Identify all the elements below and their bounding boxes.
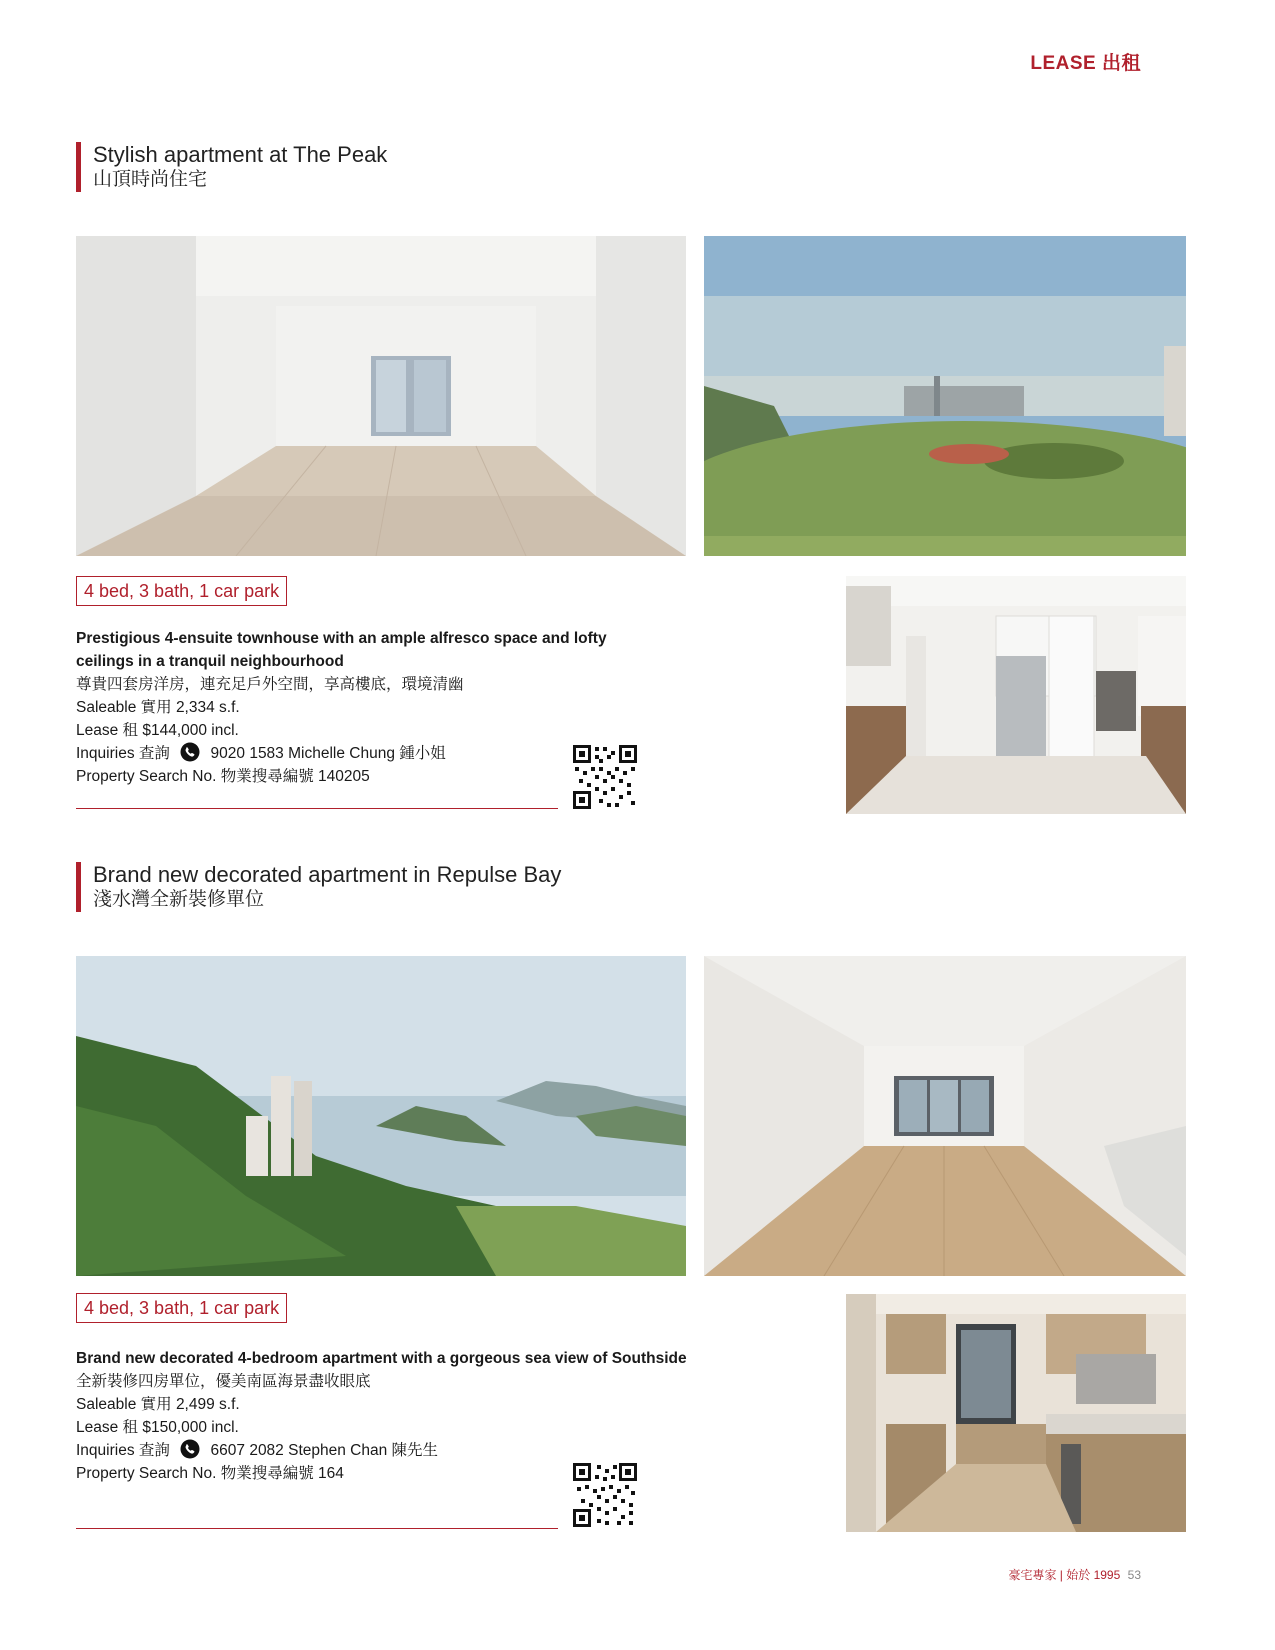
listing-1-inquiries-label: Inquiries 查詢 — [76, 745, 170, 762]
listing-1-lease: Lease 租 $144,000 incl. — [76, 722, 239, 739]
listing-2-desc-zh: 全新裝修四房單位，優美南區海景盡收眼底 — [76, 1373, 371, 1390]
listing-1-room-badge: 4 bed, 3 bath, 1 car park — [76, 576, 287, 606]
listing-1-qr-code[interactable] — [573, 745, 637, 809]
whatsapp-icon[interactable] — [180, 1439, 200, 1459]
listing-2-title-zh: 淺水灣全新裝修單位 — [93, 889, 265, 910]
listing-2-kitchen-photo — [846, 1294, 1186, 1532]
whatsapp-icon[interactable] — [180, 742, 200, 762]
section-label: LEASE 出租 — [1030, 53, 1141, 74]
listing-2-divider — [76, 1528, 558, 1529]
listing-1-saleable: Saleable 實用 2,334 s.f. — [76, 699, 240, 716]
listing-2-inquiries-label: Inquiries 查詢 — [76, 1442, 170, 1459]
listing-1-title-en: Stylish apartment at The Peak — [93, 142, 388, 167]
listing-2-bay-view-photo — [76, 956, 686, 1276]
listing-1-contact[interactable]: 9020 1583 Michelle Chung 鍾小姐 — [210, 745, 446, 762]
listing-2-saleable: Saleable 實用 2,499 s.f. — [76, 1396, 240, 1413]
listing-2-property-search: Property Search No. 物業搜尋編號 164 — [76, 1465, 344, 1482]
listing-2-living-room-photo — [704, 956, 1186, 1276]
listing-2-inquiries — [76, 1439, 687, 1462]
listing-1-details — [76, 627, 607, 788]
listing-2-room-badge: 4 bed, 3 bath, 1 car park — [76, 1293, 287, 1323]
listing-1-desc-en: Prestigious 4-ensuite townhouse with an ample alfresco space and lofty — [76, 630, 607, 647]
listing-1-title-zh: 山頂時尚住宅 — [93, 169, 208, 190]
listing-1-inquiries — [76, 742, 607, 765]
footer-brand: 豪宅專家 | 始於 1995 — [1008, 1568, 1121, 1582]
listing-1-kitchen-photo — [846, 576, 1186, 814]
listing-2-qr-code[interactable] — [573, 1463, 637, 1527]
listing-2-desc-en: Brand new decorated 4-bedroom apartment with a gorgeous sea view of Southside — [76, 1350, 687, 1367]
listing-1-desc-en-cont: ceilings in a tranquil neighbourhood — [76, 653, 344, 670]
listing-1-view-photo — [704, 236, 1186, 556]
listing-2-contact[interactable]: 6607 2082 Stephen Chan 陳先生 — [210, 1442, 439, 1459]
listing-1-divider — [76, 808, 558, 809]
listing-1-desc-zh: 尊貴四套房洋房，連充足戶外空間，享高樓底，環境清幽 — [76, 676, 464, 693]
listing-1-property-search: Property Search No. 物業搜尋編號 140205 — [76, 768, 370, 785]
listing-1-living-room-photo — [76, 236, 686, 556]
page-footer — [1008, 1566, 1141, 1583]
listing-2-title-en: Brand new decorated apartment in Repulse Bay — [93, 862, 562, 887]
listing-2-lease: Lease 租 $150,000 incl. — [76, 1419, 239, 1436]
page-number: 53 — [1127, 1568, 1141, 1582]
listing-1-title — [76, 142, 387, 192]
listing-2-title — [76, 862, 561, 912]
